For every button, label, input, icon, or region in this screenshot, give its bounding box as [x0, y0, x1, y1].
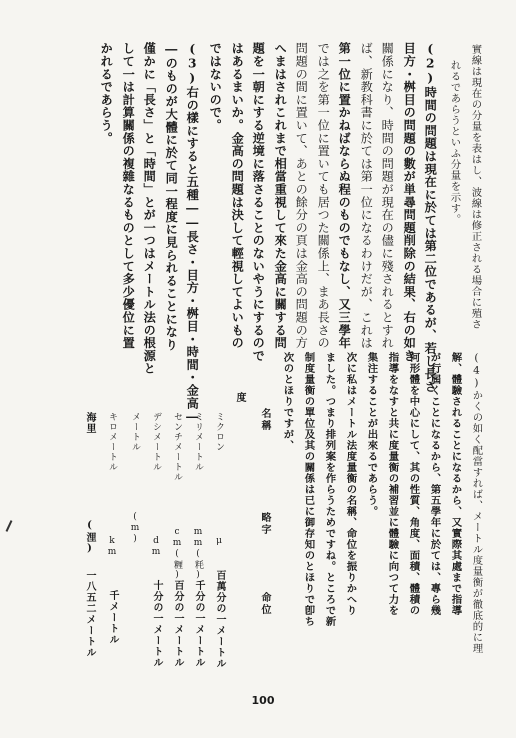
table-row-name: メートル [130, 412, 140, 452]
table-row-value: 十分の一メートル [151, 580, 162, 668]
print-mark [6, 520, 13, 532]
table-category: 度 [234, 392, 245, 403]
body-line-4-1: (4)かくの如く配當すれば、メートル度量衡が徹底的に理 [470, 352, 483, 654]
body-line-4-8: ました。つまり排列案を作らうためですね。ところで新 [323, 352, 336, 627]
body-line-4-9: 制度量衡の單位及其の關係は已に御存知のとほりで卽ち [302, 352, 315, 627]
body-line-2-4: ば、新教科書に於ては第一位になるわけだが、これは [359, 42, 374, 350]
table-row-value: 千分の一メートル [193, 580, 204, 668]
body-line-4-7: 次に私はメートル法度量衡の名稱、命位を振りかへり [344, 352, 357, 616]
table-row-abbr: (浬) [84, 520, 95, 555]
table-row-abbr: mm(粍) [193, 527, 203, 581]
body-line-2-6: では之を第一位に置いても居つた關係上、まあ長さの [316, 42, 331, 350]
body-line-2-1: (2)時間の問題は現在に於ては第二位であるが、若し長さ [423, 42, 438, 393]
table-row-name: キロメートル [107, 412, 117, 472]
table-row-abbr: km [107, 536, 117, 558]
table-row-abbr: dm [151, 536, 161, 558]
body-line-3-2: ―のものが大體に於て同一程度に見られることになり [164, 42, 179, 351]
table-row-name: デシメートル [151, 412, 161, 472]
table-header-value: 命位 [259, 592, 270, 616]
table-row-name: 海里 [84, 412, 95, 434]
table-header-name: 名稱 [259, 408, 270, 432]
note-line-2: れるであらうといふ分量を示す。 [448, 60, 461, 225]
page-number: 100 [251, 694, 275, 707]
table-row-name: ミリメートル [193, 412, 203, 472]
table-row-value: 千メートル [107, 590, 118, 645]
body-line-2-10: はあるまいか。金高の問題は決して輕視してよいもの [230, 42, 245, 350]
body-line-4-5: 指導をなすと共に度量衡の補習並に體驗に向つて力を [386, 352, 399, 616]
note-line-1: 實線は現在の分量を表はし、波線は修正される場合に殖さ [469, 44, 482, 330]
body-line-2-8: へまはされこれまで相當重視して來た金高に關する問 [273, 42, 288, 350]
body-line-4-6: 集注することが出來るであらう。 [365, 352, 378, 517]
table-row-value: 百萬分の一メートル [214, 570, 225, 669]
body-line-2-5: 第一位に置かねばならぬ程のものでもなし、又三學年 [337, 42, 352, 350]
body-line-2-2: 目方・桝目の問題の數が単尋問題削除の結果、右の如き [402, 42, 417, 362]
body-line-3-5: かれるであらう。 [99, 42, 114, 145]
body-line-3-4: して一は計算關係の複雜なるものとして多少優位に置 [121, 42, 136, 350]
body-line-3-3: 僅かに「長さ」と「時間」とが一つはメートル法の根源と [142, 42, 157, 375]
table-row-value: 百分の一メートル [172, 580, 183, 668]
body-line-4-4: 何形體を中心にして、其の性質、角度、面積、體積の [407, 352, 420, 616]
table-row-abbr: cm(糎) [172, 527, 182, 581]
table-header-abbr: 略字 [259, 512, 270, 536]
body-line-2-7: 問題の間に置いて、あとの餘分の頁は金高の問題の方 [294, 42, 309, 350]
body-line-2-11: ではないので。 [208, 42, 223, 132]
table-row-name: センチメートル [172, 412, 182, 482]
body-line-3-1: (3)右の樣にすると五種――長さ・目方・桝目・時間・金高― [185, 42, 200, 424]
body-line-2-3: 關係になり、時間の問題が現在の儘に殘されるとすれ [380, 42, 395, 350]
table-row-value: 一八五二メートル [84, 570, 95, 658]
table-row-abbr: μ [214, 536, 224, 547]
body-line-4-3: が行屆くことになるから、第五學年に於ては、專ら幾 [428, 352, 441, 616]
table-row-name: ミクロン [214, 412, 224, 452]
table-row-abbr: (m) [130, 512, 140, 545]
body-line-4-2: 解、體驗されることになるから、又實際其處まで指導 [449, 352, 462, 616]
body-line-2-9: 題を一朝にする逆境に落さることのないやうにするので [251, 42, 266, 362]
body-line-4-10: 次のとほりですが、 [281, 352, 294, 451]
